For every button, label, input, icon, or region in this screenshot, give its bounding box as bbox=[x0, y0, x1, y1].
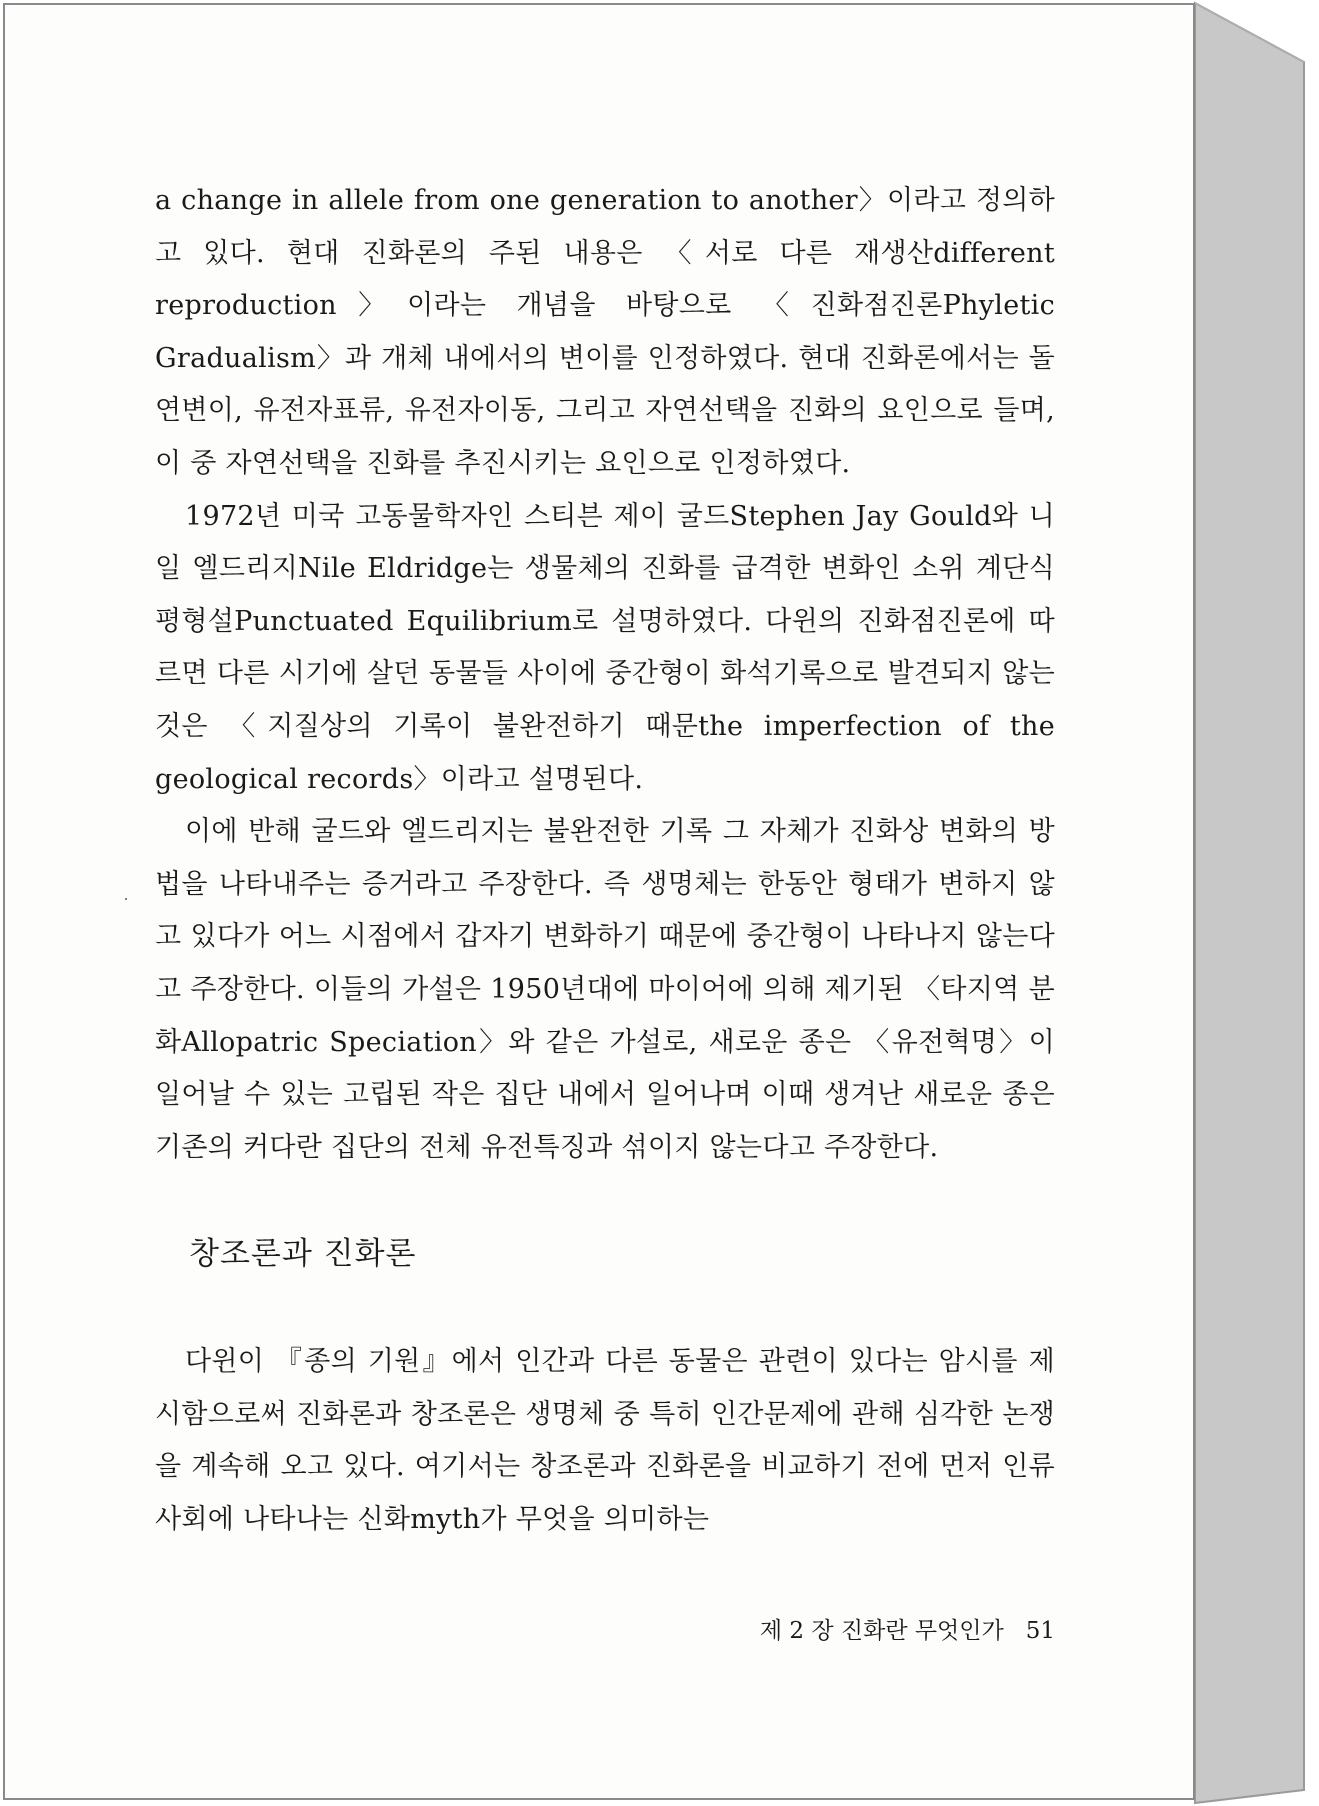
scan-speck bbox=[125, 898, 127, 900]
section-paragraph: 다윈이 『종의 기원』에서 인간과 다른 동물은 관련이 있다는 암시를 제시함으로써 진화론과 창조론은 생명체 중 특히 인간문제에 관해 심각한 논쟁을 계속해 오고 있다. 여기서는 창조론과 진화론을 비교하기 전에 먼저 인류사회에 나타나는 신화myth가 무엇을 의미하는 bbox=[155, 1346, 1055, 1536]
paragraph-2: 1972년 미국 고동물학자인 스티븐 제이 굴드Stephen Jay Gould와 니일 엘드리지Nile Eldridge는 생물체의 진화를 급격한 변화인 소위 계단식평형설Punctuated Equilibrium로 설명하였다. 다윈의 진화점진론에 따르면 다른 시기에 살던 동물들 사이에 중간형이 화석기록으로 발견되지 않는 것은 〈지질상의 기록이 불완전하기 때문the imperfection of the geological records〉이라고 설명된다. bbox=[155, 500, 1055, 795]
paragraph-3: 이에 반해 굴드와 엘드리지는 불완전한 기록 그 자체가 진화상 변화의 방법을 나타내주는 증거라고 주장한다. 즉 생명체는 한동안 형태가 변하지 않고 있다가 어느 시점에서 갑자기 변화하기 때문에 중간형이 나타나지 않는다고 주장한다. 이들의 가설은 1950년대에 마이어에 의해 제기된 〈타지역 분화Allopatric Speciation〉와 같은 가설로, 새로운 종은 〈유전혁명〉이 일어날 수 있는 고립된 작은 집단 내에서 일어나며 이때 생겨난 새로운 종은 기존의 커다란 집단의 전체 유전특징과 섞이지 않는다고 주장한다. bbox=[155, 816, 1055, 1163]
page-number: 51 bbox=[1025, 1618, 1055, 1644]
page-footer bbox=[155, 1613, 1055, 1649]
page-body bbox=[155, 175, 1055, 1547]
section-heading: 창조론과 진화론 bbox=[189, 1236, 417, 1273]
document-page bbox=[3, 3, 1195, 1800]
running-chapter-title: 제 2 장 진화란 무엇인가 bbox=[759, 1618, 1004, 1644]
paragraph-1: a change in allele from one generation to another〉이라고 정의하고 있다. 현대 진화론의 주된 내용은 〈서로 다른 재생산different reproduction〉이라는 개념을 바탕으로 〈진화점진론Phyletic Gradualism〉과 개체 내에서의 변이를 인정하였다. 현대 진화론에서는 돌연변이, 유전자표류, 유전자이동, 그리고 자연선택을 진화의 요인으로 들며, 이 중 자연선택을 진화를 추진시키는 요인으로 인정하였다. bbox=[155, 185, 1055, 479]
